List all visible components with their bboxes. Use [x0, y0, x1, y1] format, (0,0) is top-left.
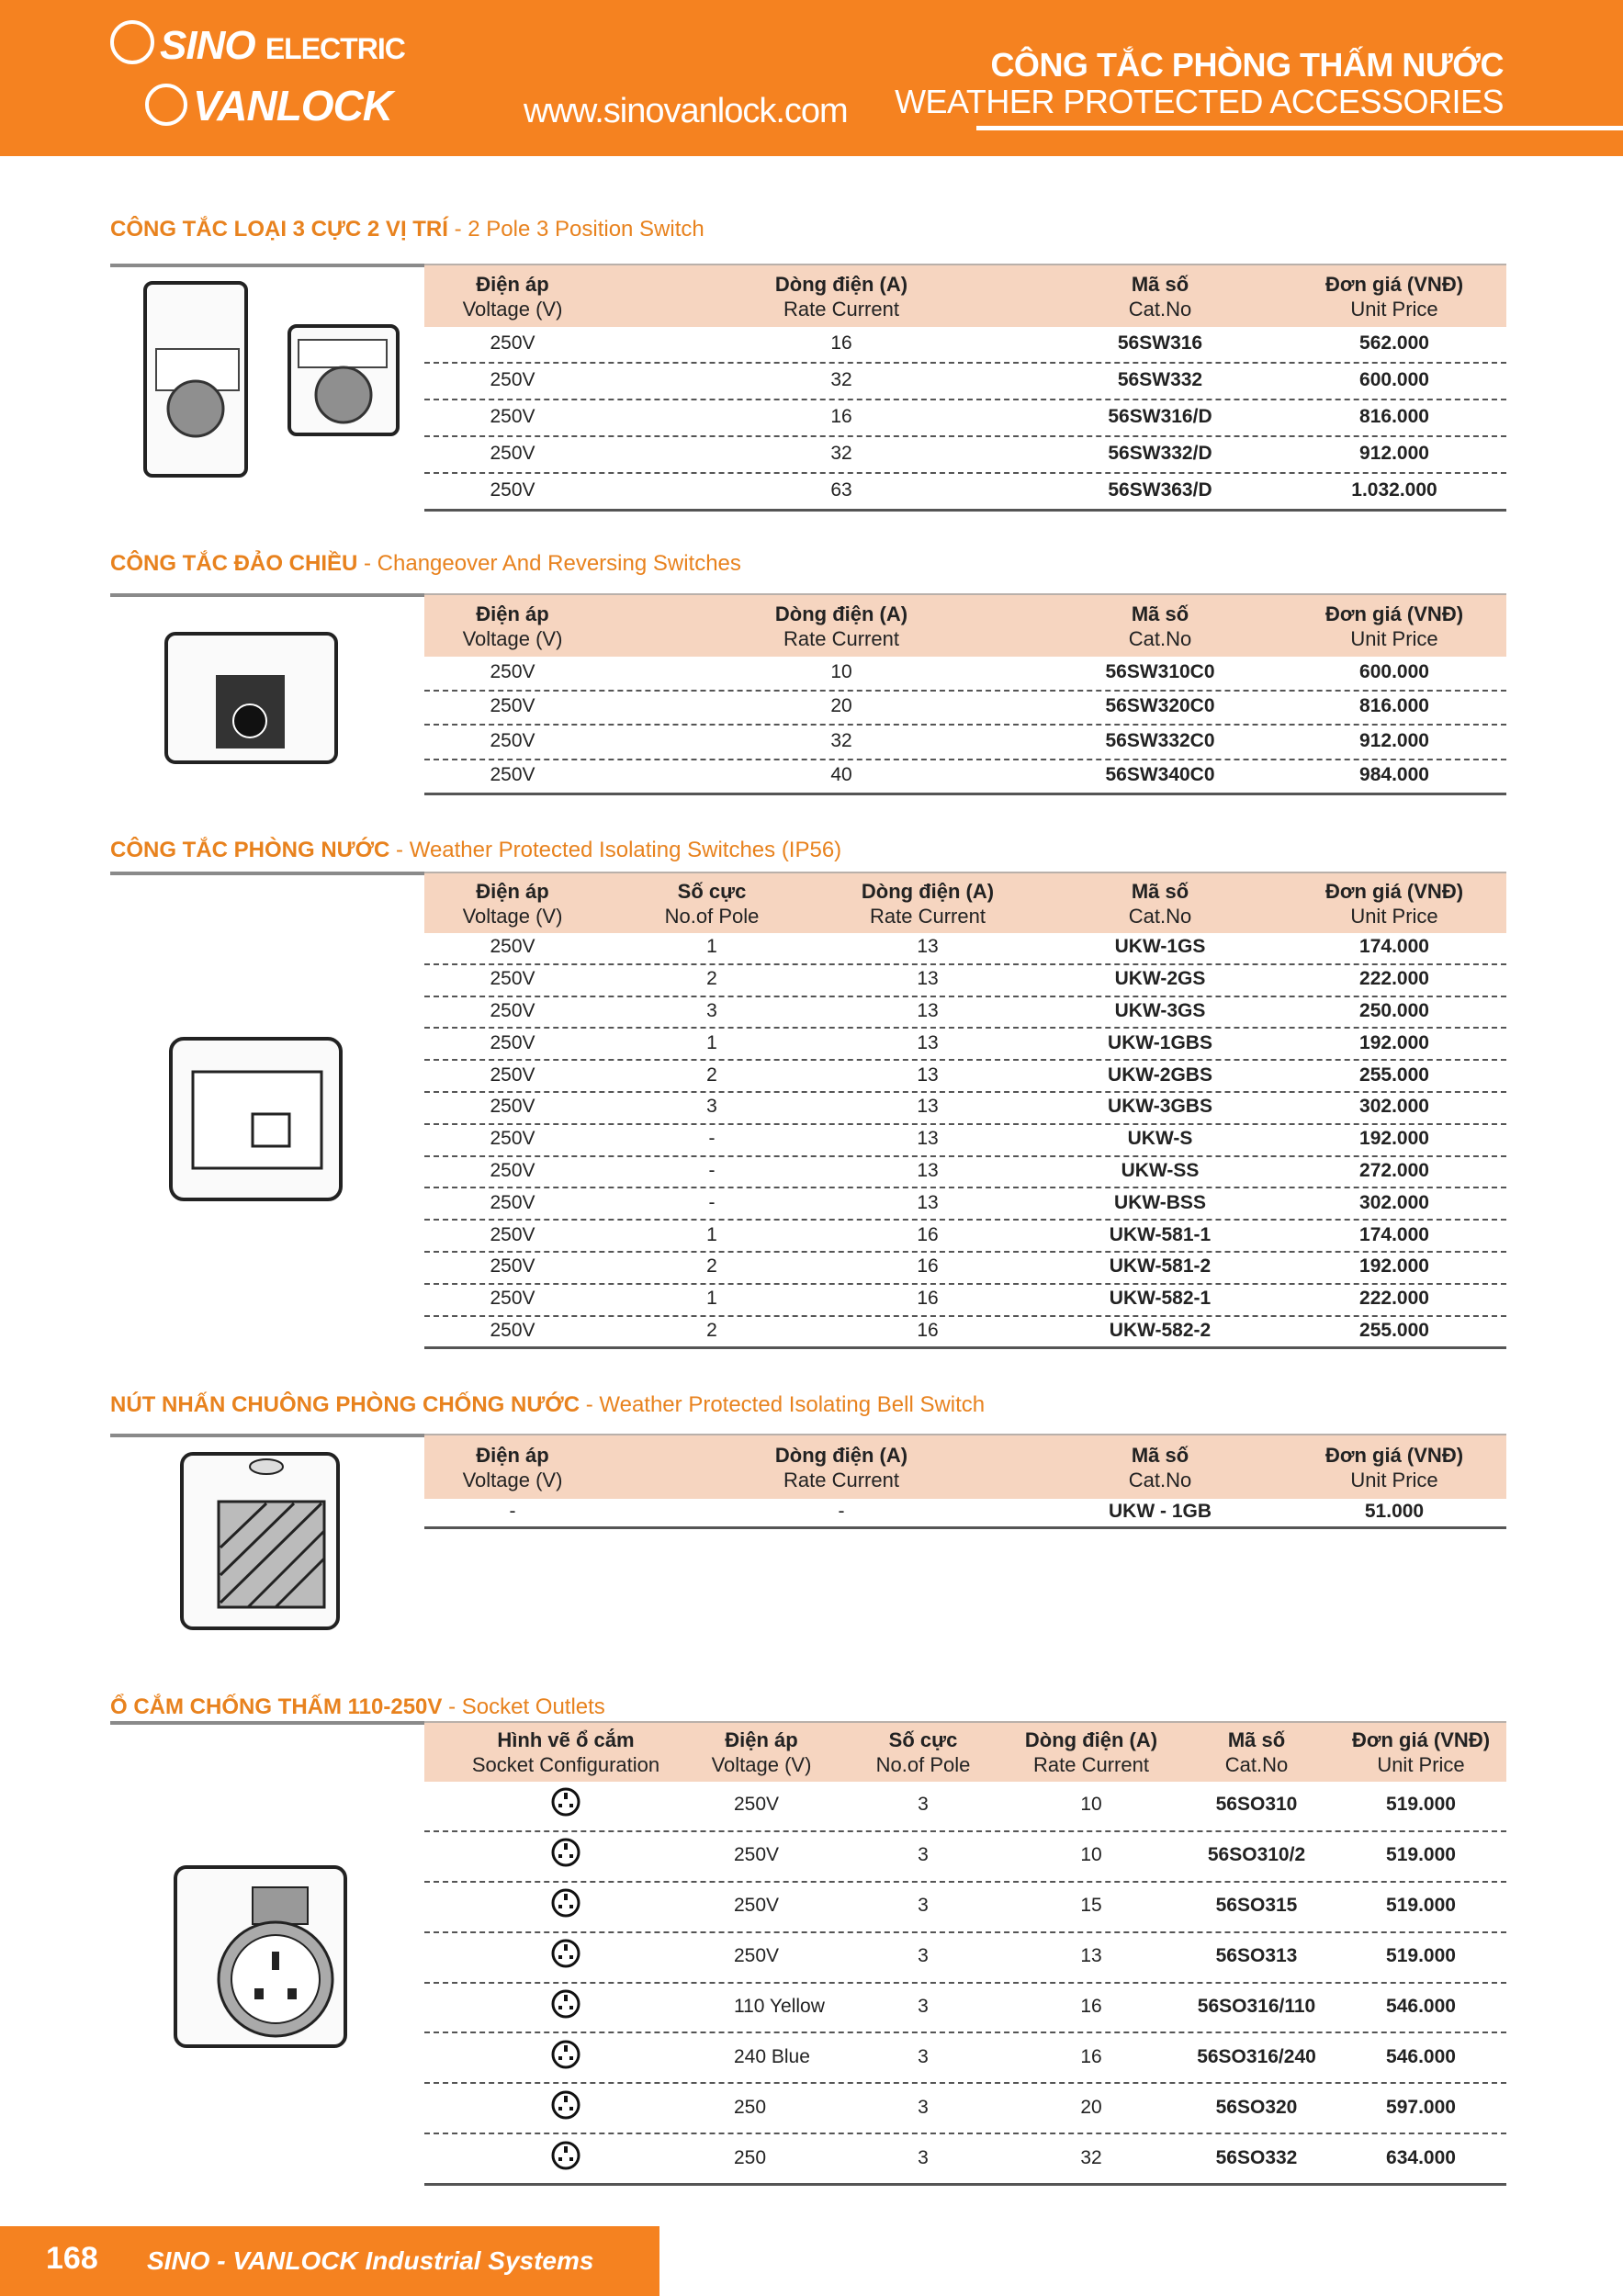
table-row: [424, 2133, 1506, 2186]
cell-current: 13: [917, 936, 939, 958]
column-header-current: [775, 272, 907, 321]
header-label-vn: Đơn giá (VNĐ): [1351, 1728, 1491, 1751]
cell-cat-no: 56SO316/240: [1197, 2045, 1316, 2067]
cell-current: 32: [830, 729, 852, 751]
socket-outlet-image: [170, 1860, 354, 2053]
table-row: [424, 1315, 1506, 1350]
cell-voltage: 240 Blue: [734, 2045, 810, 2067]
cell-price: 816.000: [1359, 406, 1429, 427]
cell-poles: -: [708, 1191, 716, 1213]
cell-voltage: 250V: [490, 660, 535, 682]
cell-price: 192.000: [1359, 1031, 1429, 1053]
cell-voltage: 250V: [490, 1255, 535, 1277]
cell-price: 546.000: [1386, 2045, 1456, 2067]
header-label-vn: Mã số: [1131, 602, 1189, 625]
section-title-en: - Socket Outlets: [442, 1694, 605, 1719]
header-label-vn: Dòng điện (A): [774, 272, 908, 296]
table-row: [424, 435, 1506, 474]
cell-voltage: 250V: [490, 695, 535, 717]
cell-cat-no: 56SW316/D: [1108, 406, 1212, 427]
header-label-vn: Dòng điện (A): [1024, 1728, 1158, 1751]
cell-price: 51.000: [1364, 1501, 1425, 1522]
section-divider: [110, 1721, 424, 1725]
table-row: [424, 759, 1506, 796]
cell-voltage: 250V: [490, 999, 535, 1021]
header-label-en: Cat.No: [1128, 297, 1192, 321]
socket-20a-icon: [550, 2089, 581, 2126]
cell-price: 912.000: [1359, 729, 1429, 751]
table-row: [424, 1982, 1506, 2034]
section-title-vn: CÔNG TẮC LOẠI 3 CỰC 2 VỊ TRÍ: [110, 217, 448, 242]
cell-cat-no: 56SO320: [1215, 2096, 1298, 2118]
cell-poles: 3: [706, 1096, 717, 1118]
socket-10a-icon: [550, 1786, 581, 1823]
table-header: [424, 872, 1506, 933]
cell-current: 13: [917, 1191, 939, 1213]
cell-poles: 3: [918, 2146, 929, 2168]
cell-current: 63: [830, 479, 852, 501]
table-row: [424, 325, 1506, 364]
cell-price: 272.000: [1359, 1159, 1429, 1181]
cell-poles: 1: [706, 1031, 717, 1053]
cell-voltage: 250V: [490, 1288, 535, 1310]
cell-current: 16: [1080, 1996, 1102, 2018]
table-row: [424, 724, 1506, 760]
section-title-en: - 2 Pole 3 Position Switch: [447, 217, 704, 242]
cell-poles: 2: [706, 968, 717, 990]
cell-cat-no: UKW-581-1: [1109, 1223, 1212, 1245]
table-header: [424, 1434, 1506, 1499]
cell-price: 634.000: [1386, 2146, 1456, 2168]
cell-voltage: 250V: [490, 443, 535, 464]
column-header-cat-no: [1129, 272, 1191, 321]
cell-voltage: 250V: [490, 406, 535, 427]
header-label-vn: Điện áp: [476, 272, 549, 296]
cell-cat-no: UKW-582-1: [1109, 1288, 1212, 1310]
table-row: [424, 2032, 1506, 2085]
cell-cat-no: 56SW340C0: [1105, 764, 1215, 786]
table-row: [424, 2082, 1506, 2134]
isolating-switch-image: [165, 1033, 349, 1208]
cell-voltage: 250: [734, 2146, 767, 2168]
bell-switch-image: [175, 1446, 349, 1639]
table-row: [424, 1091, 1506, 1125]
page-title-en: WEATHER PROTECTED ACCESSORIES: [895, 83, 1504, 120]
cell-cat-no: 56SO332: [1215, 2146, 1298, 2168]
cell-current: 10: [830, 660, 852, 682]
cell-voltage: 250V: [490, 936, 535, 958]
header-label-en: Rate Current: [783, 1468, 899, 1491]
header-label-vn: Hình vẽ ổ cắm: [497, 1728, 635, 1751]
cell-poles: 2: [706, 1064, 717, 1086]
cell-current: 16: [917, 1255, 939, 1277]
cell-poles: 3: [918, 1895, 929, 1917]
cell-current: 13: [917, 1128, 939, 1150]
table-row: [424, 655, 1506, 692]
table-row: [424, 1123, 1506, 1157]
cell-poles: 3: [918, 1844, 929, 1866]
cell-voltage: 110 Yellow: [734, 1996, 825, 2018]
cell-price: 562.000: [1359, 332, 1429, 354]
cell-poles: 3: [918, 2045, 929, 2067]
cell-voltage: 250V: [490, 1128, 535, 1150]
header-label-vn: Số cực: [677, 879, 747, 903]
cell-voltage: 250V: [734, 1794, 780, 1816]
column-header-voltage: [463, 602, 563, 651]
cell-current: -: [838, 1501, 845, 1522]
cell-voltage: 250V: [490, 1031, 535, 1053]
header-label-en: Unit Price: [1377, 1753, 1465, 1776]
column-header-current: [775, 1443, 907, 1492]
cell-poles: 3: [706, 999, 717, 1021]
table-row: [424, 399, 1506, 437]
cell-voltage: 250V: [490, 1191, 535, 1213]
cell-cat-no: 56SO310: [1215, 1794, 1298, 1816]
cell-current: 32: [830, 369, 852, 390]
header-label-vn: Dòng điện (A): [774, 602, 908, 625]
cell-price: 302.000: [1359, 1191, 1429, 1213]
cell-cat-no: UKW-1GBS: [1108, 1031, 1212, 1053]
socket-10a-icon: [550, 1837, 581, 1874]
header-label-en: Voltage (V): [462, 1468, 563, 1491]
column-header-voltage: [463, 272, 563, 321]
section-title-vn: NÚT NHẤN CHUÔNG PHÒNG CHỐNG NƯỚC: [110, 1392, 580, 1417]
section-title: [110, 1392, 985, 1418]
cell-current: 16: [1080, 2045, 1102, 2067]
table-header: [424, 264, 1506, 327]
cell-cat-no: 56SO313: [1215, 1945, 1298, 1967]
header-label-en: Unit Price: [1350, 904, 1438, 928]
socket-16a-icon: [550, 1988, 581, 2025]
footer-text: SINO - VANLOCK Industrial Systems: [147, 2246, 594, 2275]
cell-cat-no: 56SW332C0: [1105, 729, 1215, 751]
cell-price: 519.000: [1386, 1945, 1456, 1967]
column-header-cat-no: [1225, 1728, 1288, 1777]
cell-price: 1.032.000: [1351, 479, 1437, 501]
cell-voltage: 250: [734, 2096, 767, 2118]
header-label-vn: Đơn giá (VNĐ): [1324, 272, 1464, 296]
table-row: [424, 362, 1506, 400]
header-label-en: No.of Pole: [875, 1753, 971, 1776]
cell-current: 13: [917, 999, 939, 1021]
section-title: [110, 838, 841, 863]
section-divider: [110, 1434, 424, 1437]
section-title-en: - Weather Protected Isolating Switches (IP56): [389, 838, 842, 862]
cell-poles: 2: [706, 1255, 717, 1277]
cell-cat-no: UKW-581-2: [1109, 1255, 1212, 1277]
cell-cat-no: 56SO315: [1215, 1895, 1298, 1917]
column-header-cat-no: [1129, 879, 1191, 929]
column-header-voltage: [463, 1443, 563, 1492]
table-row: [424, 963, 1506, 997]
table-row: [424, 690, 1506, 726]
cell-current: 20: [1080, 2096, 1102, 2118]
cell-voltage: 250V: [490, 764, 535, 786]
cell-cat-no: 56SO316/110: [1197, 1996, 1316, 2018]
cell-voltage: 250V: [490, 1064, 535, 1086]
changeover-switch-image: [161, 625, 344, 771]
logo-vanlock: VANLOCK: [145, 81, 392, 130]
cell-current: 15: [1080, 1895, 1102, 1917]
cell-cat-no: UKW-582-2: [1109, 1319, 1212, 1341]
section-title-en: - Changeover And Reversing Switches: [357, 551, 741, 576]
cell-current: 16: [917, 1288, 939, 1310]
cell-current: 16: [830, 406, 852, 427]
header-label-en: Socket Configuration: [471, 1753, 660, 1776]
header-label-en: Cat.No: [1128, 1468, 1192, 1491]
cell-current: 16: [830, 332, 852, 354]
header-label-en: Voltage (V): [462, 626, 563, 650]
page-title-vn: CÔNG TẮC PHÒNG THẤM NƯỚC: [990, 46, 1504, 84]
table-row: [424, 996, 1506, 1030]
cell-poles: 1: [706, 936, 717, 958]
table-row: [424, 1219, 1506, 1253]
header-label-vn: Mã số: [1131, 1443, 1189, 1467]
section-title-vn: CÔNG TẮC PHÒNG NƯỚC: [110, 838, 390, 862]
cell-current: 13: [917, 1031, 939, 1053]
page-header: [0, 0, 1623, 156]
header-label-vn: Điện áp: [476, 879, 549, 903]
header-label-vn: Mã số: [1131, 879, 1189, 903]
column-header-voltage: [712, 1728, 812, 1777]
column-header-price: [1352, 1728, 1490, 1777]
table-header: [424, 593, 1506, 657]
cell-price: 519.000: [1386, 1794, 1456, 1816]
cell-current: 16: [917, 1319, 939, 1341]
section-title: [110, 551, 741, 577]
column-header-price: [1325, 1443, 1463, 1492]
section-divider: [110, 264, 424, 267]
header-label-en: Rate Current: [783, 626, 899, 650]
socket-15a-icon: [550, 1887, 581, 1924]
cell-price: 519.000: [1386, 1895, 1456, 1917]
header-label-en: Unit Price: [1350, 626, 1438, 650]
cell-poles: 3: [918, 1996, 929, 2018]
cell-cat-no: 56SW320C0: [1105, 695, 1215, 717]
table-row: [424, 1830, 1506, 1883]
header-label-vn: Điện áp: [476, 602, 549, 625]
column-header-price: [1325, 879, 1463, 929]
header-label-en: Cat.No: [1128, 904, 1192, 928]
cell-cat-no: UKW-3GBS: [1108, 1096, 1212, 1118]
cell-poles: 3: [918, 2096, 929, 2118]
cell-voltage: 250V: [490, 369, 535, 390]
website-url[interactable]: www.sinovanlock.com: [524, 92, 848, 130]
cell-poles: -: [708, 1128, 716, 1150]
cell-price: 546.000: [1386, 1996, 1456, 2018]
section-title-vn: CÔNG TẮC ĐẢO CHIỀU: [110, 551, 358, 576]
socket-13a-icon: [550, 1938, 581, 1975]
cell-poles: 3: [918, 1945, 929, 1967]
cell-voltage: 250V: [490, 1319, 535, 1341]
cell-voltage: 250V: [490, 1159, 535, 1181]
header-label-vn: Điện áp: [476, 1443, 549, 1467]
table-row: [424, 1155, 1506, 1189]
cell-poles: 3: [918, 1794, 929, 1816]
cell-price: 600.000: [1359, 660, 1429, 682]
cell-cat-no: 56SW332/D: [1108, 443, 1212, 464]
header-label-vn: Mã số: [1227, 1728, 1286, 1751]
cell-price: 816.000: [1359, 695, 1429, 717]
table-row: [424, 1251, 1506, 1285]
cell-cat-no: UKW-2GS: [1114, 968, 1206, 990]
cell-current: 13: [917, 1096, 939, 1118]
cell-current: 32: [1080, 2146, 1102, 2168]
cell-current: 10: [1080, 1794, 1102, 1816]
cell-cat-no: UKW-3GS: [1114, 999, 1206, 1021]
cell-voltage: 250V: [490, 332, 535, 354]
table-row: [424, 472, 1506, 512]
cell-cat-no: UKW-SS: [1121, 1159, 1200, 1181]
cell-price: 912.000: [1359, 443, 1429, 464]
header-label-en: No.of Pole: [664, 904, 760, 928]
socket-32a-icon: [550, 2140, 581, 2177]
cell-current: 20: [830, 695, 852, 717]
table-row: [424, 1931, 1506, 1984]
cell-price: 984.000: [1359, 764, 1429, 786]
cell-cat-no: UKW-S: [1127, 1128, 1193, 1150]
cell-voltage: 250V: [734, 1895, 780, 1917]
cell-price: 222.000: [1359, 968, 1429, 990]
globe-logo-icon: [110, 20, 154, 64]
section-title: [110, 1694, 605, 1720]
column-header-cat-no: [1129, 602, 1191, 651]
cell-voltage: 250V: [490, 1223, 535, 1245]
header-label-vn: Số cực: [888, 1728, 958, 1751]
two-pole-switch-image: [138, 276, 413, 487]
table-header: [424, 1721, 1506, 1782]
cell-current: 40: [830, 764, 852, 786]
cell-cat-no: UKW-BSS: [1114, 1191, 1206, 1213]
header-label-en: Rate Current: [783, 297, 899, 321]
table-row: [424, 1059, 1506, 1093]
column-header-socket-config: [472, 1728, 659, 1777]
cell-current: 13: [1080, 1945, 1102, 1967]
header-label-en: Unit Price: [1350, 1468, 1438, 1491]
header-label-en: Cat.No: [1128, 626, 1192, 650]
column-header-current: [862, 879, 994, 929]
cell-current: 16: [917, 1223, 939, 1245]
cell-price: 597.000: [1386, 2096, 1456, 2118]
cell-cat-no: UKW - 1GB: [1109, 1501, 1212, 1522]
header-label-vn: Đơn giá (VNĐ): [1324, 1443, 1464, 1467]
header-label-en: Rate Current: [870, 904, 986, 928]
header-label-en: Voltage (V): [462, 904, 563, 928]
header-label-vn: Điện áp: [725, 1728, 798, 1751]
cell-voltage: 250V: [490, 1096, 535, 1118]
column-header-current: [775, 602, 907, 651]
socket-16a-icon: [550, 2039, 581, 2076]
cell-price: 302.000: [1359, 1096, 1429, 1118]
table-row: [424, 1780, 1506, 1832]
cell-cat-no: 56SO310/2: [1207, 1844, 1306, 1866]
cell-voltage: 250V: [734, 1844, 780, 1866]
cell-voltage: 250V: [490, 968, 535, 990]
header-label-en: Voltage (V): [462, 297, 563, 321]
header-label-vn: Dòng điện (A): [774, 1443, 908, 1467]
cell-cat-no: UKW-1GS: [1114, 936, 1206, 958]
cell-price: 192.000: [1359, 1128, 1429, 1150]
cell-price: 255.000: [1359, 1319, 1429, 1341]
title-divider: [976, 126, 1623, 130]
column-header-cat-no: [1129, 1443, 1191, 1492]
column-header-poles: [876, 1728, 971, 1777]
cell-current: 13: [917, 968, 939, 990]
cell-poles: -: [708, 1159, 716, 1181]
header-label-vn: Dòng điện (A): [861, 879, 995, 903]
cell-voltage: 250V: [490, 729, 535, 751]
cell-price: 600.000: [1359, 369, 1429, 390]
cell-cat-no: 56SW363/D: [1108, 479, 1212, 501]
cell-poles: 2: [706, 1319, 717, 1341]
cell-voltage: 250V: [734, 1945, 780, 1967]
cell-voltage: -: [509, 1501, 516, 1522]
header-label-vn: Đơn giá (VNĐ): [1324, 602, 1464, 625]
table-row: [424, 1027, 1506, 1061]
column-header-voltage: [463, 879, 563, 929]
table-row: [424, 1881, 1506, 1933]
cell-price: 250.000: [1359, 999, 1429, 1021]
cell-poles: 1: [706, 1223, 717, 1245]
cell-price: 255.000: [1359, 1064, 1429, 1086]
cell-price: 192.000: [1359, 1255, 1429, 1277]
cell-poles: 1: [706, 1288, 717, 1310]
table-row: [424, 1283, 1506, 1317]
cell-price: 174.000: [1359, 936, 1429, 958]
column-header-current: [1025, 1728, 1157, 1777]
cell-price: 519.000: [1386, 1844, 1456, 1866]
cell-current: 13: [917, 1159, 939, 1181]
page-number: 168: [46, 2241, 98, 2276]
column-header-poles: [665, 879, 760, 929]
header-label-vn: Đơn giá (VNĐ): [1324, 879, 1464, 903]
section-divider: [110, 593, 424, 597]
cell-price: 222.000: [1359, 1288, 1429, 1310]
header-label-vn: Mã số: [1131, 272, 1189, 296]
column-header-price: [1325, 602, 1463, 651]
table-row: [424, 1497, 1506, 1529]
vanlock-logo-icon: [145, 84, 187, 126]
table-row: [424, 1187, 1506, 1221]
section-title-vn: Ổ CẮM CHỐNG THẤM 110-250V: [110, 1694, 443, 1719]
cell-current: 10: [1080, 1844, 1102, 1866]
cell-price: 174.000: [1359, 1223, 1429, 1245]
logo-sino-electric: SINO ELECTRIC: [110, 20, 405, 69]
cell-voltage: 250V: [490, 479, 535, 501]
cell-cat-no: 56SW310C0: [1105, 660, 1215, 682]
header-label-en: Cat.No: [1224, 1753, 1289, 1776]
cell-current: 32: [830, 443, 852, 464]
cell-cat-no: 56SW332: [1117, 369, 1203, 390]
cell-cat-no: 56SW316: [1117, 332, 1203, 354]
header-label-en: Voltage (V): [711, 1753, 812, 1776]
section-title: [110, 217, 704, 242]
section-divider: [110, 872, 424, 875]
header-label-en: Rate Current: [1033, 1753, 1149, 1776]
header-label-en: Unit Price: [1350, 297, 1438, 321]
cell-cat-no: UKW-2GBS: [1108, 1064, 1212, 1086]
table-row: [424, 931, 1506, 965]
column-header-price: [1325, 272, 1463, 321]
cell-current: 13: [917, 1064, 939, 1086]
section-title-en: - Weather Protected Isolating Bell Switch: [580, 1392, 986, 1417]
